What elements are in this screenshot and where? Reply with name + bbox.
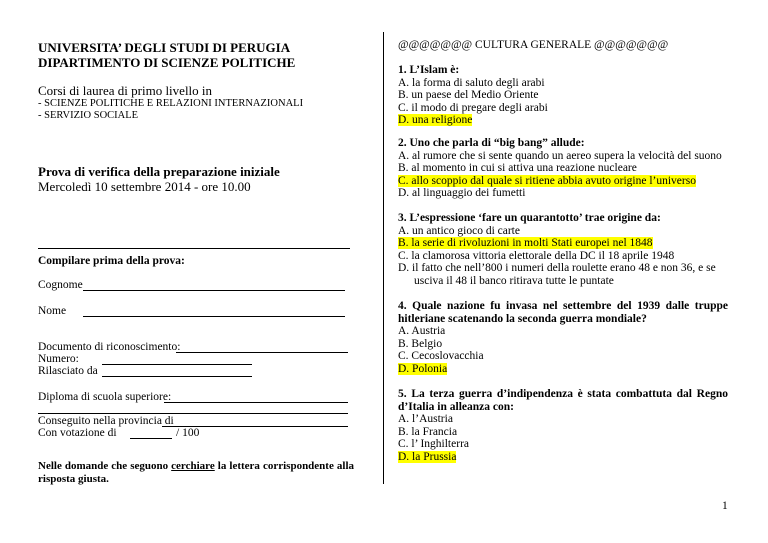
test-title: Prova di verifica della preparazione iniziale [38, 164, 280, 179]
id-document-label: Documento di riconoscimento: [38, 341, 181, 353]
id-document-field[interactable] [176, 352, 348, 353]
question-text: 5. La terza guerra d’indipendenza è stata combattuta dal Regno d’Italia in alleanza con: [398, 388, 728, 413]
grade-field[interactable] [130, 438, 172, 439]
courses-intro: Corsi di laurea di primo livello in [38, 83, 213, 98]
question-3 [398, 212, 728, 287]
option-d-highlighted[interactable]: D. Polonia [398, 362, 448, 375]
page-number: 1 [722, 500, 728, 512]
test-date: Mercoledì 10 settembre 2014 - ore 10.00 [38, 179, 251, 194]
grade-label: Con votazione di [38, 427, 117, 439]
option-c-highlighted[interactable]: C. allo scoppio dal quale si ritiene abbia avuto origine l’universo [398, 174, 696, 187]
surname-label: Cognome [38, 279, 83, 291]
option-c[interactable]: C. Cecoslovacchia [398, 350, 484, 362]
option-d-highlighted[interactable]: D. la Prussia [398, 450, 457, 463]
fill-prompt: Compilare prima della prova: [38, 255, 185, 267]
issued-by-label: Rilasciato da [38, 365, 98, 377]
question-4 [398, 300, 728, 375]
question-1 [398, 64, 728, 127]
option-a[interactable]: A. l’Austria [398, 413, 453, 425]
instructions-part-3: risposta giusta. [38, 473, 109, 485]
option-a[interactable]: A. un antico gioco di carte [398, 224, 520, 237]
option-b[interactable]: B. Belgio [398, 337, 443, 350]
question-text: 4. Quale nazione fu invasa nel settembre del 1939 dalle truppe hitleriane scatenando la seconda guerra mondiale? [398, 300, 728, 325]
option-c[interactable]: C. l’ Inghilterra [398, 438, 469, 450]
option-a[interactable]: A. la forma di saluto degli arabi [398, 76, 545, 89]
option-b[interactable]: B. un paese del Medio Oriente [398, 89, 539, 101]
question-text: 3. L’espressione ‘fare un quarantotto’ trae origine da: [398, 212, 661, 224]
instructions [38, 460, 354, 486]
province-label: Conseguito nella provincia di [38, 415, 174, 427]
name-label: Nome [38, 305, 67, 317]
option-a[interactable]: A. Austria [398, 325, 446, 337]
option-c[interactable]: C. la clamorosa vittoria elettorale della DC il 18 aprile 1948 [398, 249, 675, 262]
option-b[interactable]: B. la Francia [398, 425, 458, 438]
section-title: @@@@@@@ CULTURA GENERALE @@@@@@@ [398, 39, 669, 51]
separator-line [38, 248, 350, 249]
instructions-part-1: Nelle domande che seguono [38, 460, 169, 472]
question-text: 1. L’Islam è: [398, 64, 460, 76]
option-d-continuation: usciva il 48 il banco ritirava tutte le puntate [414, 274, 614, 287]
option-b-highlighted[interactable]: B. la serie di rivoluzioni in molti Stati europei nel 1848 [398, 237, 653, 249]
instructions-circle-word: cerchiare [171, 460, 215, 472]
option-d[interactable]: D. il fatto che nell’800 i numeri della roulette erano 48 e non 36, e se [398, 262, 716, 274]
number-field[interactable] [102, 364, 252, 365]
course-item-1: - SCIENZE POLITICHE E RELAZIONI INTERNAZIONALI [38, 98, 304, 109]
grade-suffix: / 100 [176, 427, 200, 439]
diploma-label: Diploma di scuola superiore: [38, 391, 172, 403]
instructions-part-2: la lettera corrispondente alla [217, 460, 354, 472]
option-d[interactable]: D. al linguaggio dei fumetti [398, 187, 526, 199]
surname-field[interactable] [83, 290, 345, 291]
question-text: 2. Uno che parla di “big bang” allude: [398, 137, 585, 149]
course-item-2: - SERVIZIO SOCIALE [38, 110, 139, 121]
question-5 [398, 388, 728, 463]
diploma-field-line-2[interactable] [38, 413, 348, 414]
question-2 [398, 137, 728, 200]
diploma-field[interactable] [164, 402, 348, 403]
option-d-highlighted[interactable]: D. una religione [398, 114, 473, 126]
column-divider [383, 32, 384, 484]
option-a[interactable]: A. al rumore che si sente quando un aereo supera la velocità del suono [398, 149, 722, 162]
issued-by-field[interactable] [102, 376, 252, 377]
university-title: UNIVERSITA’ DEGLI STUDI DI PERUGIA [38, 40, 291, 55]
name-field[interactable] [83, 316, 345, 317]
number-label: Numero: [38, 353, 79, 365]
option-b[interactable]: B. al momento in cui si attiva una reazione nucleare [398, 162, 637, 174]
option-c[interactable]: C. il modo di pregare degli arabi [398, 101, 548, 114]
department-title: DIPARTIMENTO DI SCIENZE POLITICHE [38, 55, 296, 70]
